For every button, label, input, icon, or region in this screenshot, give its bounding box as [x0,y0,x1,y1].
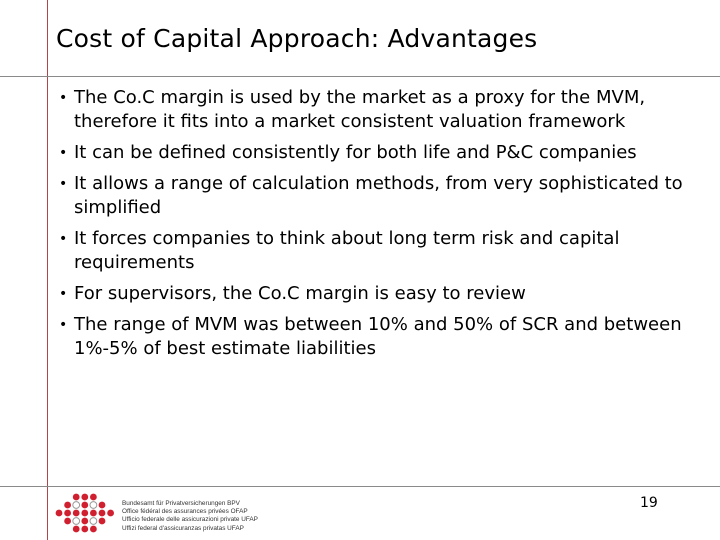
bullet-item [58,172,718,220]
logo-dot [81,526,88,533]
bullet-item [58,227,718,275]
bullet-marker: • [59,286,68,302]
logo-dot [99,502,106,509]
bullet-marker: • [59,231,68,247]
org-line-it: Ufficio federale delle assicurazioni private UFAP [122,516,258,524]
page-number: 19 [640,495,658,511]
bullet-list [58,86,718,368]
bullet-text: It allows a range of calculation methods, from very sophisticated to simplified [74,173,683,218]
logo-dot [90,494,97,501]
bullet-item [58,282,718,306]
bullet-item [58,86,718,134]
logo-dot [81,502,88,509]
slide-title: Cost of Capital Approach: Advantages [56,24,538,53]
org-line-fr: Office fédéral des assurances privées OFAP [122,508,248,516]
logo-dot [90,502,97,509]
bullet-text: For supervisors, the Co.C margin is easy to review [74,283,526,304]
logo-dot [90,510,97,517]
logo-dot [73,526,80,533]
logo-dot [90,518,97,525]
bullet-item [58,141,718,165]
footer-divider [0,486,720,487]
logo-dot [99,510,106,517]
title-divider [0,76,720,77]
org-line-rm: Uffizi federal d'assicuranzas privatas UFAP [122,524,244,532]
logo-dot [73,494,80,501]
logo-dot [73,502,80,509]
logo-dot [81,518,88,525]
bullet-item [58,313,718,361]
bullet-marker: • [59,176,68,192]
logo-dot [81,494,88,501]
logo-dot [73,510,80,517]
organization-name [122,500,258,533]
bullet-marker: • [59,90,68,106]
swiss-cross-dot-logo-icon [54,492,116,534]
bullet-marker: • [59,145,68,161]
left-accent-rule [47,0,48,540]
logo-dot [73,518,80,525]
bullet-marker: • [59,317,68,333]
bullet-text: The Co.C margin is used by the market as a proxy for the MVM, therefore it fits into a market consistent valuation framework [74,87,646,132]
logo-dot [90,526,97,533]
logo-dot [99,518,106,525]
bullet-text: The range of MVM was between 10% and 50% of SCR and between 1%-5% of best estimate liabilities [74,314,682,359]
bullet-text: It forces companies to think about long term risk and capital requirements [74,228,620,273]
logo-dot [64,510,71,517]
logo-dot [64,518,71,525]
logo-dot [56,510,63,517]
bullet-text: It can be defined consistently for both life and P&C companies [74,142,637,163]
logo-dot [81,510,88,517]
org-line-de: Bundesamt für Privatversicherungen BPV [122,500,240,507]
logo-dot [107,510,114,517]
logo-dot [64,502,71,509]
